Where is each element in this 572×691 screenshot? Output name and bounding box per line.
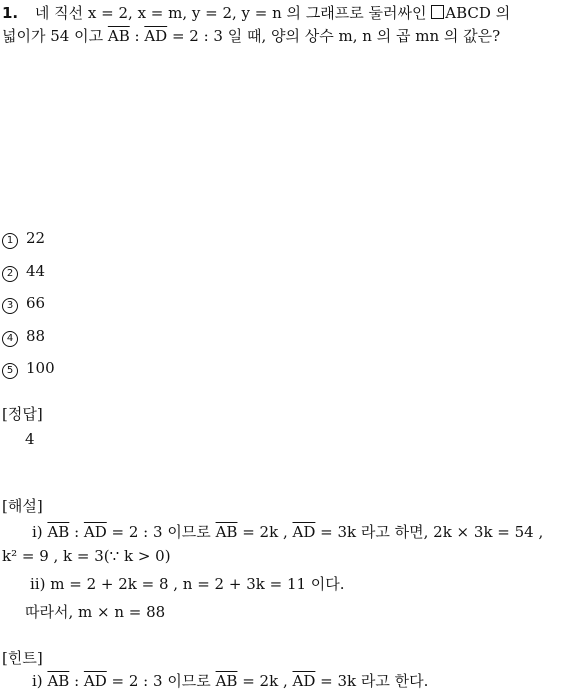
segment-ab: $\overline{AB}$ (47, 523, 70, 541)
solution-line-1-cont: k² = 9 , k = 3(∵ k > 0) (2, 547, 171, 565)
choice-text: 66 (26, 294, 46, 312)
segment-ad: $\overline{AD}$ (144, 27, 168, 45)
segment-ab: $\overline{AB}$ (47, 672, 70, 690)
question-text-1: 네 직선 x = 2, x = m, y = 2, y = n 의 그래프로 둘러싸인 (34, 4, 427, 22)
answer-value: 4 (25, 430, 35, 448)
step-ii-text: m = 2 + 2k = 8 , n = 2 + 3k = 11 이다. (50, 575, 345, 593)
choice-marker-icon: 2 (2, 266, 18, 282)
choice-marker-icon: 4 (2, 331, 18, 347)
hint-i-marker: ⅰ) (32, 672, 43, 690)
step-i-ab-eq: = 2k , (242, 523, 288, 541)
segment-ad: $\overline{AD}$ (83, 523, 107, 541)
step-i-ratio: = 2 : 3 이므로 (111, 523, 211, 541)
question-number: 1. (2, 4, 19, 22)
segment-ab: $\overline{AB}$ (215, 523, 238, 541)
segment-ab: $\overline{AB}$ (215, 672, 238, 690)
choice-4[interactable] (2, 327, 45, 347)
shape-label: ABCD (445, 4, 491, 22)
solution-conclusion: 따라서, m × n = 88 (25, 603, 166, 621)
choice-1[interactable] (2, 229, 45, 249)
solution-label: [해설] (2, 497, 43, 515)
hint-line-1 (32, 670, 428, 691)
step-i-marker: ⅰ) (32, 523, 43, 541)
choice-text: 100 (26, 359, 55, 377)
choice-5[interactable] (2, 359, 55, 379)
choice-text: 22 (26, 229, 46, 247)
solution-line-2 (30, 573, 345, 594)
choice-marker-icon: 5 (2, 363, 18, 379)
square-symbol-icon (431, 5, 444, 19)
step-i-ad-eq: = 3k 라고 하면, 2k × 3k = 54 , (320, 523, 544, 541)
question-line-2 (2, 25, 500, 46)
segment-ad: $\overline{AD}$ (292, 672, 316, 690)
step-ii-marker: ⅱ) (30, 575, 46, 593)
hint-label: [힌트] (2, 649, 43, 667)
question-text-1-end: 의 (495, 4, 511, 22)
segment-ad: $\overline{AD}$ (83, 672, 107, 690)
hint-i-ratio: = 2 : 3 이므로 (111, 672, 211, 690)
question-text-2a: 넓이가 54 이고 (2, 27, 104, 45)
solution-line-1 (32, 521, 543, 542)
question-line-1 (2, 2, 510, 23)
segment-ad: $\overline{AD}$ (292, 523, 316, 541)
choice-text: 88 (26, 327, 46, 345)
hint-i-ab-eq: = 2k , (242, 672, 288, 690)
ratio-colon: : (69, 672, 84, 690)
choice-3[interactable] (2, 294, 45, 314)
choice-text: 44 (26, 262, 46, 280)
choice-marker-icon: 3 (2, 298, 18, 314)
ratio-colon: : (69, 523, 84, 541)
answer-label: [정답] (2, 405, 43, 423)
hint-i-ad-eq: = 3k 라고 한다. (320, 672, 429, 690)
choice-marker-icon: 1 (2, 233, 18, 249)
question-text-2b: = 2 : 3 일 때, 양의 상수 m, n 의 곱 mn 의 값은? (171, 27, 501, 45)
choice-2[interactable] (2, 262, 45, 282)
segment-ab: $\overline{AB}$ (107, 27, 130, 45)
ratio-colon: : (129, 27, 145, 45)
